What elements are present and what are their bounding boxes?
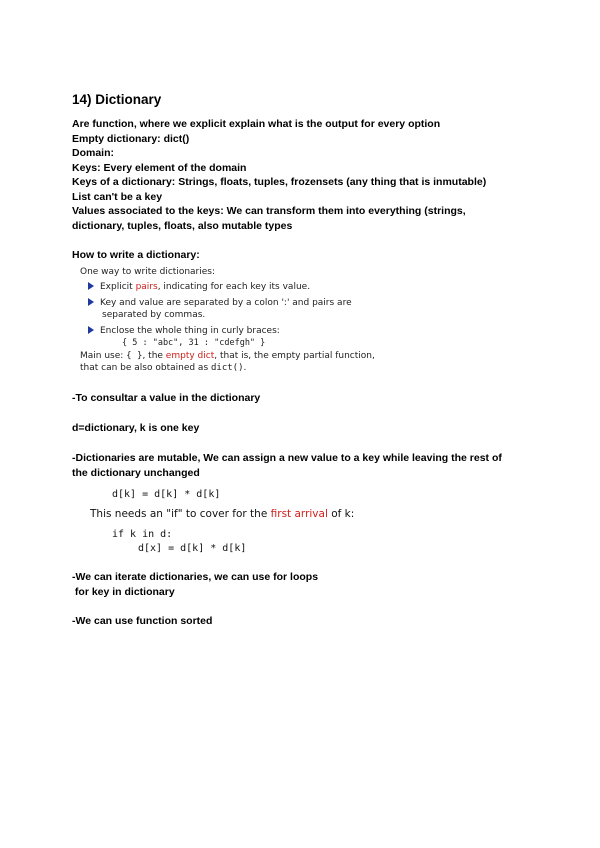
mutable-block <box>72 451 502 480</box>
slide-main-use-line2: that can be also obtained as dict(). <box>80 363 247 373</box>
intro-line: Keys: Every element of the domain <box>72 161 247 174</box>
slide-code-assign-inner: d[x] = d[k] * d[k] <box>138 543 247 554</box>
intro-line: Are function, where we explicit explain what is the output for every option <box>72 118 441 130</box>
page-title: 14) Dictionary <box>72 92 162 107</box>
slide-code-assign: d[k] = d[k] * d[k] <box>112 489 221 500</box>
bullet-triangle-icon <box>88 326 94 334</box>
intro-line: List can't be a key <box>72 190 163 203</box>
intro-block <box>72 117 486 233</box>
howto-heading: How to write a dictionary: <box>72 249 200 261</box>
consult-line: -To consultar a value in the dictionary <box>72 392 261 404</box>
sorted-line: -We can use function sorted <box>72 615 213 627</box>
slide-code-if: if k in d: <box>112 529 173 540</box>
slide-bullet: Key and value are separated by a colon ':' and pairs are <box>80 297 400 309</box>
bullet-triangle-icon <box>88 298 94 306</box>
intro-line: Domain: <box>72 147 114 159</box>
slide-bullet: Explicit pairs, indicating for each key its value. <box>80 281 400 293</box>
mutable-line: -Dictionaries are mutable, We can assign a new value to a key while leaving the rest of <box>72 452 502 464</box>
mutable-line: the dictionary unchanged <box>72 466 200 479</box>
slide-image-dictionary-syntax <box>80 266 400 374</box>
slide-main-use: Main use: { }, the empty dict, that is, the empty partial function, <box>80 351 375 361</box>
dk-line: d=dictionary, k is one key <box>72 422 200 434</box>
iterate-block <box>72 570 318 599</box>
iterate-line: for key in dictionary <box>72 585 175 598</box>
intro-line: Keys of a dictionary: Strings, floats, tuples, frozensets (any thing that is inmutable) <box>72 176 487 188</box>
slide-title: One way to write dictionaries: <box>80 267 216 277</box>
slide-bullet-continuation: separated by commas. <box>102 310 206 320</box>
iterate-line: -We can iterate dictionaries, we can use for loops <box>72 571 319 583</box>
intro-line: Empty dictionary: dict() <box>72 132 190 145</box>
intro-line: dictionary, tuples, floats, also mutable types <box>72 219 293 232</box>
bullet-triangle-icon <box>88 282 94 290</box>
slide-code-example: { 5 : "abc", 31 : "cdefgh" } <box>122 338 266 348</box>
slide-text-if-note: This needs an "if" to cover for the first arrival of k: <box>90 508 355 520</box>
slide-bullet: Enclose the whole thing in curly braces: <box>80 325 400 337</box>
intro-line: Values associated to the keys: We can transform them into everything (strings, <box>72 205 466 217</box>
